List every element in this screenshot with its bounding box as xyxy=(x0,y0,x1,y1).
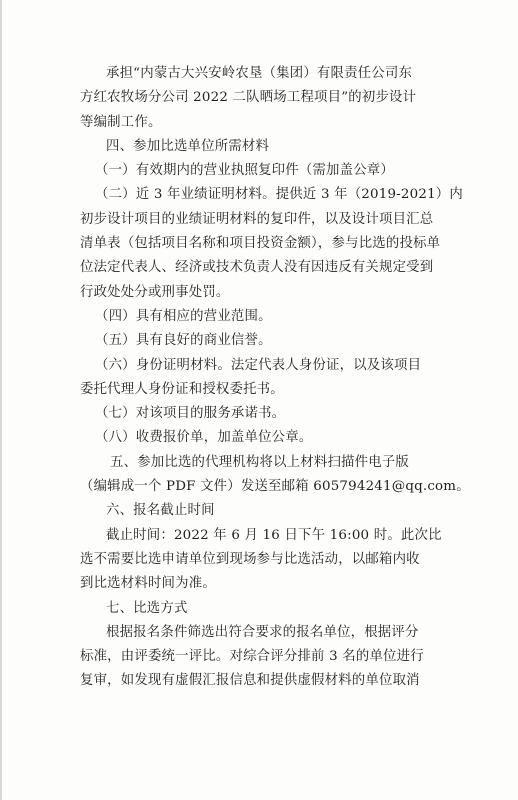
list-item: （六）身份证明材料。法定代表人身份证，以及该项目 xyxy=(95,357,422,373)
section-heading: 七、比选方式 xyxy=(106,600,188,616)
paragraph-line: 方红农牧场分公司 2022 二队晒场工程项目”的初步设计 xyxy=(80,90,417,106)
paragraph-line: 到比选材料时间为准。 xyxy=(80,576,216,592)
paragraph-line: 等编制工作。 xyxy=(80,114,162,130)
paragraph-line: 选不需要比选申请单位到现场参与比选活动，以邮箱内收 xyxy=(80,551,420,567)
paragraph-line: 位法定代表人、经济或技术负责人没有因违反有关规定受到 xyxy=(80,260,434,276)
list-item: （一）有效期内的营业执照复印件（需加盖公章） xyxy=(95,163,394,179)
scan-edge xyxy=(0,0,2,800)
paragraph-line: 承担“内蒙古大兴安岭农垦（集团）有限责任公司东 xyxy=(106,66,413,81)
paragraph-line: 委托代理人身份证和授权委托书。 xyxy=(80,381,284,397)
list-item: （五）具有良好的商业信誉。 xyxy=(95,333,272,349)
paragraph-line: 复审，如发现有虚假汇报信息和提供虚假材料的单位取消 xyxy=(80,673,420,689)
paragraph-line: 清单表（包括项目名称和项目投资金额），参与比选的投标单 xyxy=(80,236,441,252)
section-heading: 六、报名截止时间 xyxy=(106,503,215,519)
section-heading: 五、参加比选的代理机构将以上材料扫描件电子版 xyxy=(110,454,409,470)
list-item: （七）对该项目的服务承诺书。 xyxy=(95,406,286,422)
paragraph-line: 截止时间：2022 年 6 月 16 日下午 16:00 时。此次比 xyxy=(106,527,442,543)
paragraph-line: 行政处处分或刑事处罚。 xyxy=(80,284,230,300)
paragraph-line: 初步设计项目的业绩证明材料的复印件，以及设计项目汇总 xyxy=(80,211,434,227)
paragraph-line: （编辑成一个 PDF 文件）发送至邮箱 605794241@qq.com。 xyxy=(80,479,470,495)
list-item: （二）近 3 年业绩证明材料。提供近 3 年（2019-2021）内 xyxy=(95,187,463,203)
list-item: （四）具有相应的营业范围。 xyxy=(95,308,272,324)
paragraph-line: 标准，由评委统一评比。对综合评分排前 3 名的单位进行 xyxy=(80,649,424,665)
paragraph-line: 根据报名条件筛选出符合要求的报名单位，根据评分 xyxy=(106,624,419,640)
document-body xyxy=(80,62,470,694)
section-heading: 四、参加比选单位所需材料 xyxy=(106,138,270,154)
list-item: （八）收费报价单，加盖单位公章。 xyxy=(95,430,313,446)
